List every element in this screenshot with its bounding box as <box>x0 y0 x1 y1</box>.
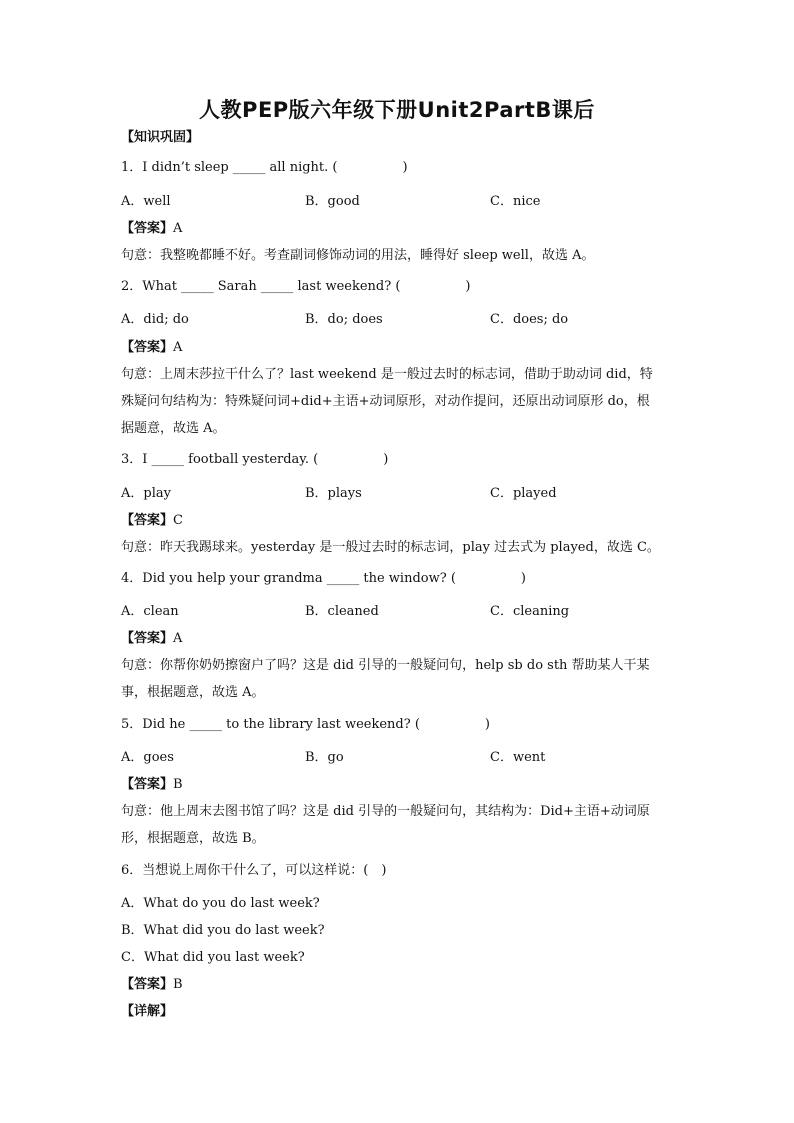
answer-label: 【答案】 <box>121 513 174 528</box>
question-5-option-a: A．goes <box>121 750 174 765</box>
question-2-explanation-line-2: 殊疑问句结构为：特殊疑问词+did+主语+动词原形，对动作提问，还原出动词原形 do，根 <box>121 394 650 409</box>
question-5-option-b: B．go <box>305 750 344 765</box>
question-6-answer <box>121 976 183 994</box>
question-1-answer <box>121 220 182 238</box>
question-4-answer <box>121 630 182 648</box>
question-1-explanation: 句意：我整晚都睡不好。考查副词修饰动词的用法，睡得好 sleep well，故选 A。 <box>121 248 595 263</box>
answer-label: 【答案】 <box>121 977 174 992</box>
question-3-explanation: 句意：昨天我踢球来。yesterday 是一般过去时的标志词，play 过去式为 played，故选 C。 <box>121 540 660 555</box>
question-6-option-a: A．What do you do last week? <box>121 896 320 911</box>
question-4-stem: 4．Did you help your grandma _____ the window? ( ) <box>121 571 526 586</box>
question-3-option-c: C．played <box>490 486 557 501</box>
answer-value: A <box>173 631 183 646</box>
question-5-option-c: C．went <box>490 750 546 765</box>
question-5-stem: 5．Did he _____ to the library last weekend? ( ) <box>121 717 490 732</box>
answer-label: 【答案】 <box>121 340 174 355</box>
question-4-explanation-line-2: 事，根据题意，故选 A。 <box>121 685 265 700</box>
question-5-answer <box>121 776 183 794</box>
answer-label: 【答案】 <box>121 631 174 646</box>
question-2-option-b: B．do; does <box>305 312 383 327</box>
answer-value: C <box>173 513 183 528</box>
answer-label: 【答案】 <box>121 221 174 236</box>
answer-value: A <box>173 221 183 236</box>
question-4-explanation-line-1: 句意：你帮你奶奶擦窗户了吗？这是 did 引导的一般疑问句，help sb do sth 帮助某人干某 <box>121 658 650 673</box>
question-4-option-a: A．clean <box>121 604 179 619</box>
question-5-explanation-line-1: 句意：他上周末去图书馆了吗？这是 did 引导的一般疑问句，其结构为：Did+主语+动词原 <box>121 804 650 819</box>
question-6-option-c: C．What did you last week? <box>121 950 305 965</box>
answer-value: A <box>173 340 183 355</box>
question-2-explanation-line-3: 据题意，故选 A。 <box>121 421 226 436</box>
question-1-option-a: A．well <box>121 194 171 209</box>
question-1-option-c: C．nice <box>490 194 541 209</box>
question-3-stem: 3．I _____ football yesterday. ( ) <box>121 452 389 467</box>
question-2-explanation-line-1: 句意：上周末莎拉干什么了？last weekend 是一般过去时的标志词，借助于助动词 did，特 <box>121 367 653 382</box>
question-1-stem: 1．I didn’t sleep _____ all night. ( ) <box>121 160 408 175</box>
question-3-option-a: A．play <box>121 486 171 501</box>
question-5-explanation-line-2: 形，根据题意，故选 B。 <box>121 831 265 846</box>
question-2-answer <box>121 339 182 357</box>
question-4-option-b: B．cleaned <box>305 604 379 619</box>
question-6-stem: 6．当想说上周你干什么了，可以这样说：( ) <box>121 863 387 878</box>
question-6-option-b: B．What did you do last week? <box>121 923 325 938</box>
answer-value: B <box>173 977 183 992</box>
question-2-stem: 2．What _____ Sarah _____ last weekend? ( ) <box>121 279 471 294</box>
section-label: 【知识巩固】 <box>121 130 200 145</box>
detail-label: 【详解】 <box>121 1004 174 1019</box>
question-2-option-c: C．does; do <box>490 312 569 327</box>
question-1-option-b: B．good <box>305 194 360 209</box>
question-3-answer <box>121 512 183 530</box>
question-2-option-a: A．did; do <box>121 312 189 327</box>
answer-value: B <box>173 777 183 792</box>
question-3-option-b: B．plays <box>305 486 362 501</box>
page-title: 人教PEP版六年级下册Unit2PartB课后 <box>199 98 595 122</box>
question-4-option-c: C．cleaning <box>490 604 570 619</box>
answer-label: 【答案】 <box>121 777 174 792</box>
